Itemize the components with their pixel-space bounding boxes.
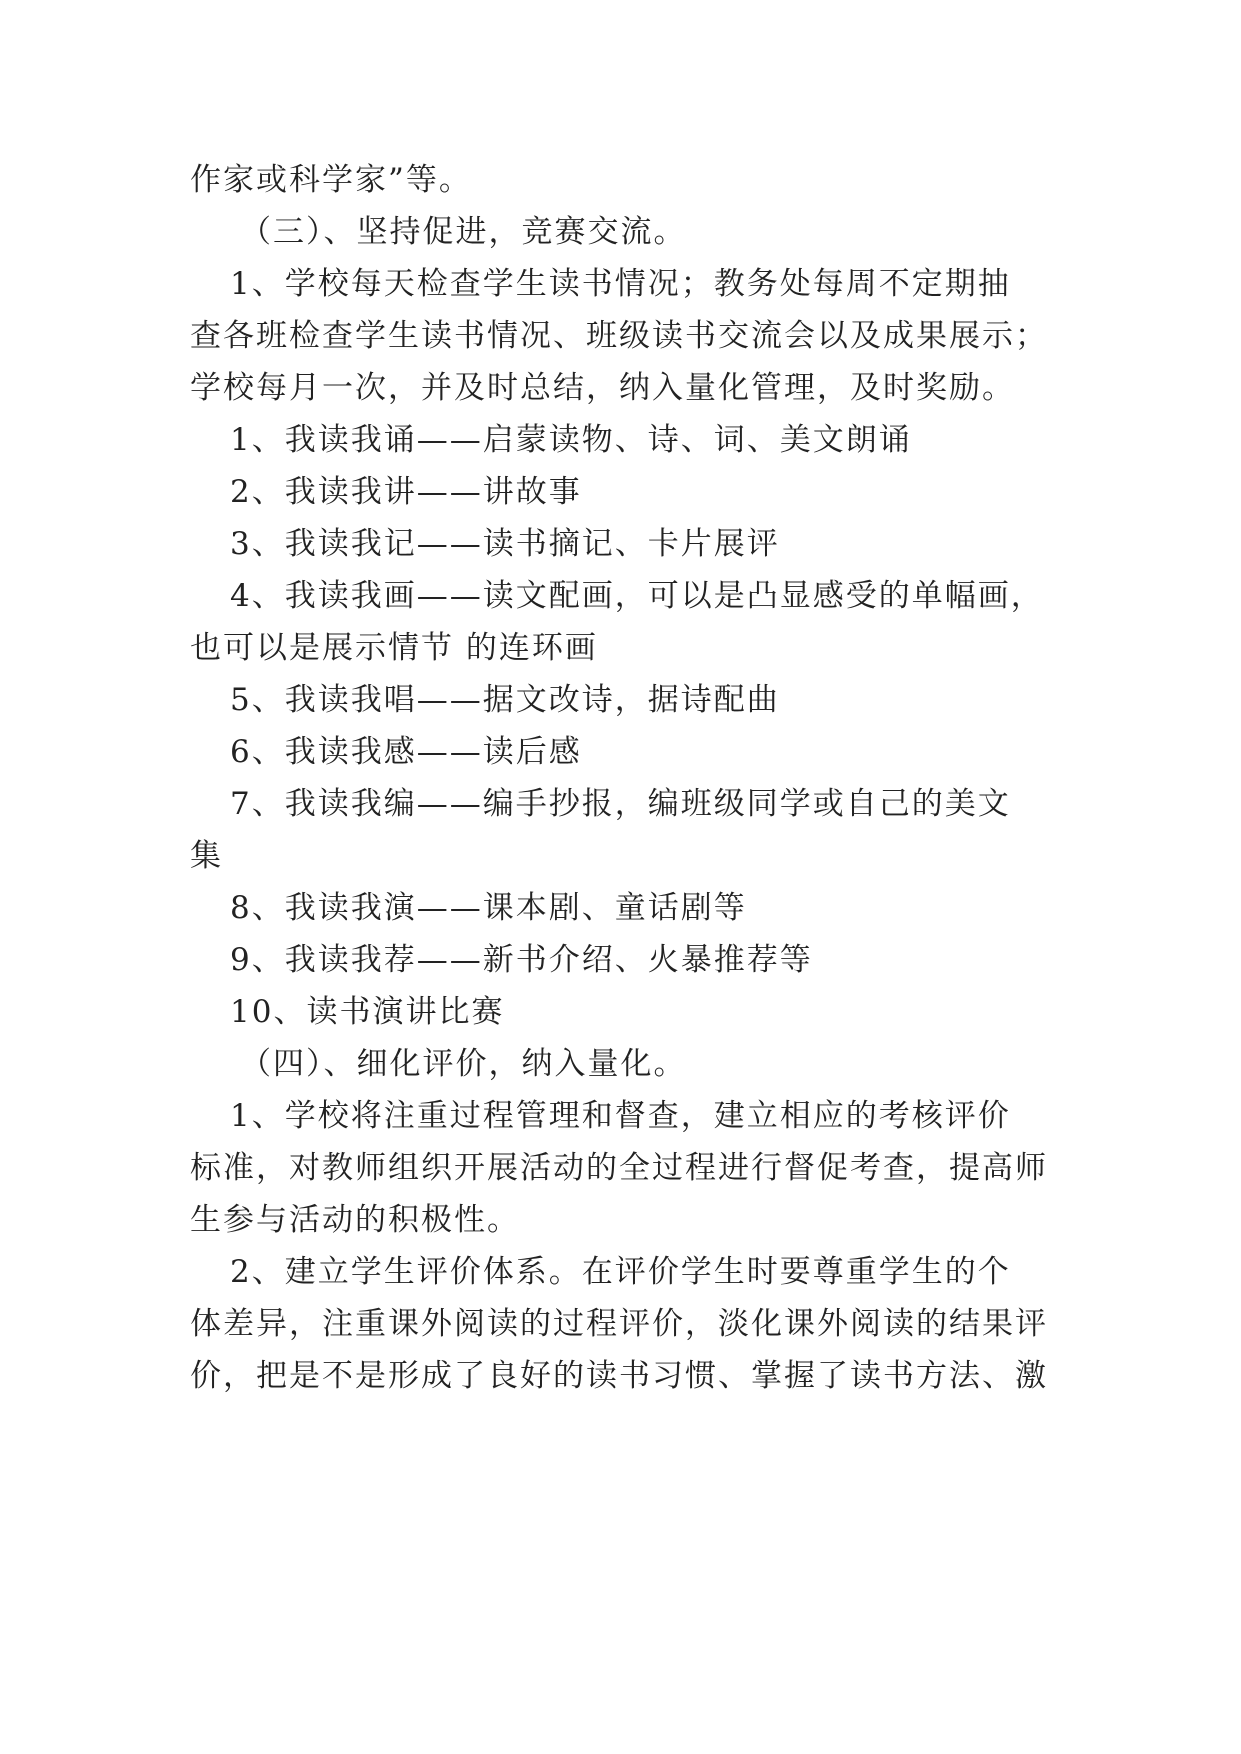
text-line: 生参与活动的积极性。 — [190, 1202, 520, 1238]
text-line: 1、学校将注重过程管理和督查，建立相应的考核评价 — [230, 1098, 1011, 1134]
section-heading: （四）、细化评价，纳入量化。 — [240, 1046, 687, 1082]
list-item: 10、读书演讲比赛 — [230, 994, 505, 1030]
list-item: 3、我读我记——读书摘记、卡片展评 — [230, 526, 780, 562]
text-line: 查各班检查学生读书情况、班级读书交流会以及成果展示； — [190, 318, 1048, 354]
list-item: 1、我读我诵——启蒙读物、诗、词、美文朗诵 — [230, 422, 912, 458]
list-item: 5、我读我唱——据文改诗，据诗配曲 — [230, 682, 780, 718]
text-line: 1、学校每天检查学生读书情况；教务处每周不定期抽 — [230, 266, 1011, 302]
list-item: 2、我读我讲——讲故事 — [230, 474, 582, 510]
text-line: 价，把是不是形成了良好的读书习惯、掌握了读书方法、激 — [190, 1358, 1048, 1394]
text-line: 学校每月一次，并及时总结，纳入量化管理，及时奖励。 — [190, 370, 1015, 406]
list-item: 7、我读我编——编手抄报，编班级同学或自己的美文 — [230, 786, 1011, 822]
text-line: 2、建立学生评价体系。在评价学生时要尊重学生的个 — [230, 1254, 1011, 1290]
list-item: 4、我读我画——读文配画，可以是凸显感受的单幅画， — [230, 578, 1044, 614]
list-item: 9、我读我荐——新书介绍、火暴推荐等 — [230, 942, 813, 978]
text-line: 集 — [190, 838, 223, 874]
section-heading: （三）、坚持促进，竞赛交流。 — [240, 214, 687, 250]
text-line: 作家或科学家”等。 — [190, 162, 472, 198]
text-line: 标准，对教师组织开展活动的全过程进行督促考查，提高师 — [190, 1150, 1048, 1186]
text-line: 体差异，注重课外阅读的过程评价，淡化课外阅读的结果评 — [190, 1306, 1048, 1342]
list-item: 6、我读我感——读后感 — [230, 734, 582, 770]
text-line: 也可以是展示情节 的连环画 — [190, 630, 598, 666]
list-item: 8、我读我演——课本剧、童话剧等 — [230, 890, 747, 926]
